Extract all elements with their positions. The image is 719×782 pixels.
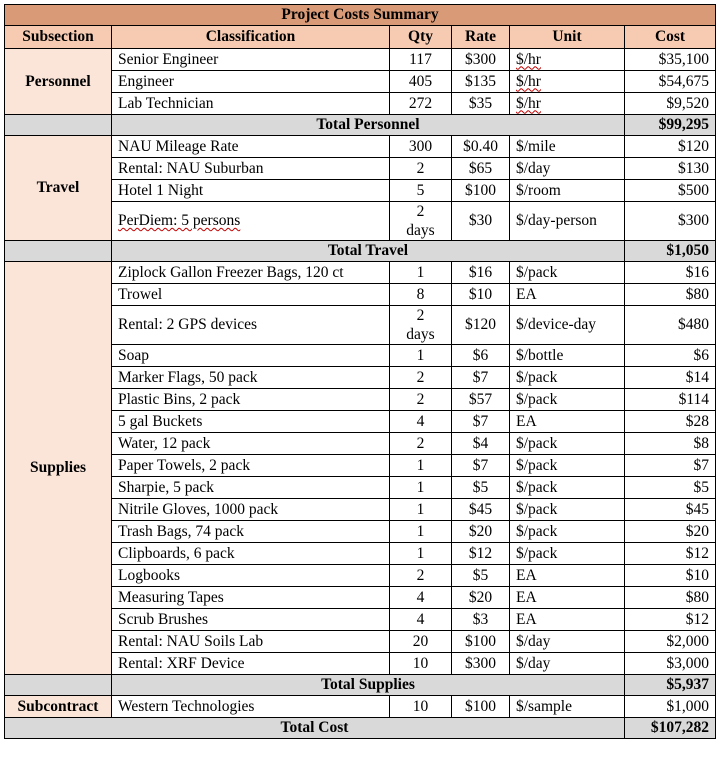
classification-cell: Measuring Tapes	[112, 587, 390, 609]
classification-cell: Trash Bags, 74 pack	[112, 521, 390, 543]
table-title: Project Costs Summary	[5, 5, 716, 26]
cost-cell: $9,520	[625, 93, 716, 115]
qty-cell: 1	[390, 477, 452, 499]
qty-cell: 2	[390, 565, 452, 587]
unit-cell: EA	[510, 565, 625, 587]
table-row	[5, 262, 716, 284]
header-classification: Classification	[112, 26, 390, 49]
cost-cell: $5	[625, 477, 716, 499]
classification-text: Ziplock Gallon Freezer Bags, 120 ct	[118, 263, 344, 281]
rate-cell: $45	[452, 499, 510, 521]
rate-cell: $5	[452, 565, 510, 587]
rate-cell: $20	[452, 521, 510, 543]
qty-cell: 272	[390, 93, 452, 115]
qty-cell: 1	[390, 262, 452, 284]
qty-value: 2	[416, 307, 425, 324]
subsection-travel: Travel	[5, 136, 112, 241]
table-row	[5, 565, 716, 587]
unit-cell: $/pack	[510, 455, 625, 477]
qty-cell: 20	[390, 631, 452, 653]
unit-cell	[510, 93, 625, 115]
classification-cell: Logbooks	[112, 565, 390, 587]
unit-cell: EA	[510, 411, 625, 433]
cost-cell: $500	[625, 180, 716, 202]
rate-cell: $4	[452, 433, 510, 455]
rate-cell: $0.40	[452, 136, 510, 158]
classification-cell: Marker Flags, 50 pack	[112, 367, 390, 389]
classification-cell: NAU Mileage Rate	[112, 136, 390, 158]
table-row	[5, 389, 716, 411]
unit-text: $/hr	[516, 50, 541, 68]
table-row	[5, 284, 716, 306]
classification-cell: Rental: XRF Device	[112, 653, 390, 675]
rate-cell: $57	[452, 389, 510, 411]
table-row	[5, 71, 716, 93]
cost-cell: $8	[625, 433, 716, 455]
table-header-row	[5, 26, 716, 49]
table-title-row	[5, 5, 716, 26]
unit-cell: $/day	[510, 631, 625, 653]
classification-cell: Hotel 1 Night	[112, 180, 390, 202]
cost-cell: $10	[625, 565, 716, 587]
classification-cell: Nitrile Gloves, 1000 pack	[112, 499, 390, 521]
cost-cell: $2,000	[625, 631, 716, 653]
qty-cell: 8	[390, 284, 452, 306]
subtotal-label: Total Personnel	[112, 115, 625, 136]
cost-cell: $6	[625, 345, 716, 367]
cost-cell: $12	[625, 609, 716, 631]
classification-cell: Rental: NAU Soils Lab	[112, 631, 390, 653]
table-row	[5, 345, 716, 367]
unit-cell: $/day	[510, 653, 625, 675]
cost-cell: $1,000	[625, 696, 716, 718]
qty-cell: 10	[390, 696, 452, 718]
cost-cell: $28	[625, 411, 716, 433]
subtotal-row-travel	[5, 241, 716, 262]
unit-cell	[510, 71, 625, 93]
qty-cell: 10	[390, 653, 452, 675]
classification-cell: Engineer	[112, 71, 390, 93]
subsection-supplies: Supplies	[5, 262, 112, 675]
subtotal-value: $99,295	[625, 115, 716, 136]
table-row	[5, 455, 716, 477]
cost-cell: $20	[625, 521, 716, 543]
qty-cell	[390, 202, 452, 241]
qty-cell: 2	[390, 367, 452, 389]
qty-cell: 4	[390, 609, 452, 631]
subtotal-label: Total Travel	[112, 241, 625, 262]
cost-cell: $80	[625, 587, 716, 609]
qty-cell	[390, 306, 452, 345]
cost-cell: $16	[625, 262, 716, 284]
cost-cell: $7	[625, 455, 716, 477]
rate-cell: $100	[452, 631, 510, 653]
cost-cell: $35,100	[625, 49, 716, 71]
subtotal-row-supplies	[5, 675, 716, 696]
unit-cell: $/sample	[510, 696, 625, 718]
classification-text: PerDiem: 5 persons	[118, 212, 241, 229]
table-row	[5, 653, 716, 675]
table-row	[5, 411, 716, 433]
classification-cell: Water, 12 pack	[112, 433, 390, 455]
classification-cell	[112, 262, 390, 284]
project-costs-table	[4, 4, 716, 739]
qty-cell: 1	[390, 521, 452, 543]
rate-cell: $100	[452, 696, 510, 718]
cost-cell: $54,675	[625, 71, 716, 93]
unit-cell: $/bottle	[510, 345, 625, 367]
header-rate: Rate	[452, 26, 510, 49]
table-row	[5, 631, 716, 653]
classification-cell: Rental: 2 GPS devices	[112, 306, 390, 345]
unit-cell: $/pack	[510, 433, 625, 455]
subsection-subcontract: Subcontract	[5, 696, 112, 718]
rate-cell: $135	[452, 71, 510, 93]
unit-cell	[510, 49, 625, 71]
classification-cell: Paper Towels, 2 pack	[112, 455, 390, 477]
qty-cell: 2	[390, 433, 452, 455]
classification-cell: Trowel	[112, 284, 390, 306]
unit-cell: EA	[510, 284, 625, 306]
grand-total-label: Total Cost	[5, 718, 625, 739]
rate-cell: $7	[452, 455, 510, 477]
cost-cell: $12	[625, 543, 716, 565]
table-row	[5, 306, 716, 345]
table-row	[5, 93, 716, 115]
cost-cell: $130	[625, 158, 716, 180]
unit-cell: $/room	[510, 180, 625, 202]
classification-cell: 5 gal Buckets	[112, 411, 390, 433]
subsection-spacer	[5, 675, 112, 696]
classification-cell: Soap	[112, 345, 390, 367]
table-row	[5, 202, 716, 241]
rate-cell: $10	[452, 284, 510, 306]
qty-cell: 1	[390, 455, 452, 477]
cost-cell: $14	[625, 367, 716, 389]
unit-cell: $/pack	[510, 389, 625, 411]
table-row	[5, 158, 716, 180]
rate-cell: $16	[452, 262, 510, 284]
unit-cell: $/pack	[510, 367, 625, 389]
classification-cell: Lab Technician	[112, 93, 390, 115]
qty-unit: days	[406, 326, 435, 343]
classification-cell: Rental: NAU Suburban	[112, 158, 390, 180]
qty-cell: 117	[390, 49, 452, 71]
classification-cell: Sharpie, 5 pack	[112, 477, 390, 499]
qty-cell: 1	[390, 499, 452, 521]
table-row	[5, 477, 716, 499]
unit-cell: $/pack	[510, 499, 625, 521]
unit-cell: $/pack	[510, 543, 625, 565]
unit-cell: $/day	[510, 158, 625, 180]
rate-cell: $7	[452, 367, 510, 389]
classification-cell	[112, 202, 390, 241]
qty-value: 2	[416, 203, 425, 220]
qty-cell: 1	[390, 543, 452, 565]
unit-cell: $/pack	[510, 477, 625, 499]
unit-cell: EA	[510, 609, 625, 631]
qty-cell: 5	[390, 180, 452, 202]
classification-cell: Clipboards, 6 pack	[112, 543, 390, 565]
subtotal-row-personnel	[5, 115, 716, 136]
cost-cell: $3,000	[625, 653, 716, 675]
table-row	[5, 180, 716, 202]
unit-cell: $/device-day	[510, 306, 625, 345]
unit-cell: $/day-person	[510, 202, 625, 241]
table-row	[5, 49, 716, 71]
table-row	[5, 609, 716, 631]
unit-text: $/hr	[516, 72, 541, 90]
table-row	[5, 521, 716, 543]
unit-text: $/hr	[516, 94, 541, 112]
header-cost: Cost	[625, 26, 716, 49]
header-unit: Unit	[510, 26, 625, 49]
rate-cell: $100	[452, 180, 510, 202]
qty-unit: days	[406, 222, 435, 239]
rate-cell: $65	[452, 158, 510, 180]
classification-cell: Senior Engineer	[112, 49, 390, 71]
qty-cell: 4	[390, 411, 452, 433]
qty-cell: 1	[390, 345, 452, 367]
unit-cell: $/mile	[510, 136, 625, 158]
rate-cell: $300	[452, 653, 510, 675]
classification-cell: Plastic Bins, 2 pack	[112, 389, 390, 411]
rate-cell: $30	[452, 202, 510, 241]
cost-cell: $120	[625, 136, 716, 158]
table-row	[5, 136, 716, 158]
cost-cell: $480	[625, 306, 716, 345]
rate-cell: $3	[452, 609, 510, 631]
rate-cell: $5	[452, 477, 510, 499]
rate-cell: $300	[452, 49, 510, 71]
rate-cell: $20	[452, 587, 510, 609]
cost-cell: $114	[625, 389, 716, 411]
rate-cell: $6	[452, 345, 510, 367]
qty-cell: 2	[390, 158, 452, 180]
subsection-spacer	[5, 241, 112, 262]
subsection-personnel: Personnel	[5, 49, 112, 115]
qty-cell: 300	[390, 136, 452, 158]
grand-total-row	[5, 718, 716, 739]
rate-cell: $7	[452, 411, 510, 433]
table-row	[5, 696, 716, 718]
subtotal-value: $5,937	[625, 675, 716, 696]
subsection-spacer	[5, 115, 112, 136]
table-row	[5, 499, 716, 521]
rate-cell: $35	[452, 93, 510, 115]
table-row	[5, 543, 716, 565]
grand-total-value: $107,282	[625, 718, 716, 739]
table-row	[5, 367, 716, 389]
cost-cell: $45	[625, 499, 716, 521]
qty-cell: 2	[390, 389, 452, 411]
unit-cell: EA	[510, 587, 625, 609]
rate-cell: $120	[452, 306, 510, 345]
rate-cell: $12	[452, 543, 510, 565]
unit-cell: $/pack	[510, 262, 625, 284]
unit-cell: $/pack	[510, 521, 625, 543]
classification-cell: Western Technologies	[112, 696, 390, 718]
table-row	[5, 587, 716, 609]
subtotal-value: $1,050	[625, 241, 716, 262]
header-subsection: Subsection	[5, 26, 112, 49]
classification-cell: Scrub Brushes	[112, 609, 390, 631]
qty-cell: 4	[390, 587, 452, 609]
qty-cell: 405	[390, 71, 452, 93]
subtotal-label: Total Supplies	[112, 675, 625, 696]
table-row	[5, 433, 716, 455]
cost-cell: $80	[625, 284, 716, 306]
header-qty: Qty	[390, 26, 452, 49]
cost-cell: $300	[625, 202, 716, 241]
